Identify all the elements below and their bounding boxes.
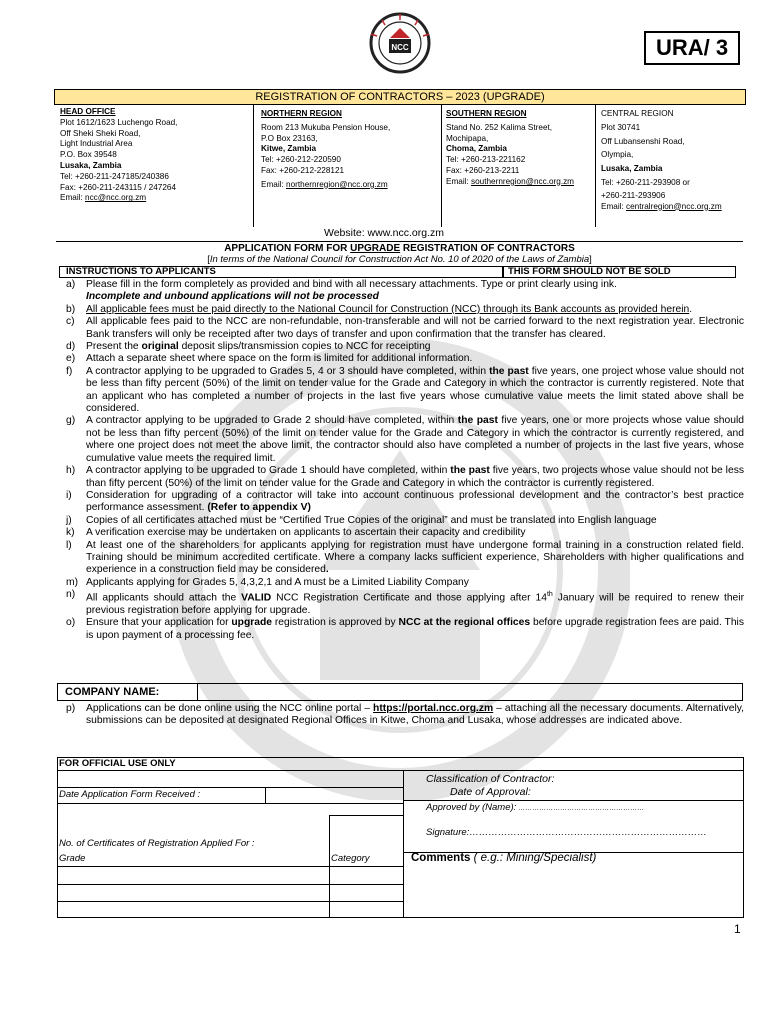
office-email — [261, 180, 390, 191]
item-text: . — [689, 303, 693, 315]
office-southern — [446, 109, 574, 188]
title-part: REGISTRATION OF CONTRACTORS — [400, 243, 575, 254]
list-item — [64, 515, 744, 527]
item-text: five years, one or more projects whose value should not be less than fifty percent (50%) of the limit on tender value for the Grade and Category in which the contractor is currently registered, and where one project does not meet the above limit, the contractor should also have completed a number of projects in the last five years, whose cumulative value meets the required limit. — [86, 415, 745, 464]
item-letter: e) — [66, 353, 76, 365]
classification-label: Classification of Contractor: — [426, 773, 555, 785]
item-letter: h) — [66, 465, 76, 477]
address-line: P.O. Box 39548 — [60, 150, 117, 160]
office-heading: NORTHERN REGION — [261, 109, 342, 118]
item-letter: l) — [66, 539, 72, 551]
approved-by-label: Approved by (Name): — [426, 802, 517, 813]
item-text: before upgrade registration fees are paid. This is upon payment of a processing fee. — [86, 617, 744, 641]
divider — [56, 241, 743, 242]
email-label: Email: — [261, 179, 287, 189]
comments-heading: Comments — [411, 852, 471, 864]
offices-row — [57, 105, 743, 227]
item-text: A contractor applying to be upgraded to Grade 2 should have completed, within — [86, 415, 458, 427]
office-city: Choma, Zambia — [446, 144, 507, 154]
item-letter: o) — [66, 617, 76, 629]
form-code: URA/ 3 — [644, 31, 740, 65]
certificates-label: No. of Certificates of Registration Applied For : — [59, 838, 255, 849]
item-text: A verification exercise may be undertaken on applicants to ascertain their capacity and credibility — [86, 527, 526, 539]
company-name-field[interactable] — [199, 684, 742, 700]
item-text: Applications can be done online using the NCC online portal – — [86, 703, 374, 714]
date-approval-label: Date of Approval: — [450, 786, 531, 798]
address-line: Off Lubansenshi Road, — [601, 136, 685, 146]
address-line: Stand No. 252 Kalima Street, — [446, 122, 553, 132]
list-item — [64, 341, 744, 353]
office-heading: HEAD OFFICE — [60, 107, 116, 116]
office-tel: +260-211-293906 — [601, 190, 666, 200]
address-line: Mochipapa, — [446, 133, 489, 143]
bracket: ] — [589, 254, 592, 265]
office-tel: Tel: +260-211-247185/240386 — [60, 171, 169, 181]
item-bold: NCC at the regional offices — [398, 617, 531, 629]
item-text: A contractor applying to be upgraded to Grade 1 should have completed, within — [86, 465, 451, 477]
signature — [426, 827, 707, 838]
certificates-field[interactable] — [330, 816, 402, 852]
address-line: Room 213 Mukuba Pension House, — [261, 122, 391, 132]
item-bold: VALID — [241, 592, 272, 604]
address-line: Plot 30741 — [601, 122, 641, 132]
email-label: Email: — [601, 201, 627, 211]
list-item — [64, 490, 744, 515]
item-bold: the past — [450, 465, 490, 477]
office-fax: Fax: +260-212-228121 — [261, 165, 345, 175]
instructions-heading: INSTRUCTIONS TO APPLICANTS — [59, 266, 503, 278]
office-tel: Tel: +260-212-220590 — [261, 155, 341, 165]
office-fax: Fax: +260-213-2211 — [446, 165, 520, 175]
item-text: . — [325, 564, 329, 576]
item-bold: original — [141, 341, 179, 353]
application-subtitle — [56, 254, 743, 265]
office-northern — [261, 109, 390, 191]
item-letter: m) — [66, 576, 79, 588]
address-line: Plot 1612/1623 Luchengo Road, — [60, 117, 178, 127]
item-text: deposit slips/transmission copies to NCC for receipting — [178, 341, 431, 353]
item-text: All applicants should attach the — [86, 592, 242, 604]
item-letter: d) — [66, 341, 76, 353]
comments-label — [411, 852, 596, 864]
company-name-row — [57, 683, 743, 701]
comments-hint: ( e.g.: Mining/Specialist) — [470, 852, 597, 864]
company-name-label: COMPANY NAME: — [58, 684, 198, 700]
item-text: At least one of the shareholders for applicants applying for registration must have undergone formal training in a construction related field. Training should be minimum accredited certificate. Where a company lacks sufficient experience, Shareholders with higher qualifications and experience in a construction field may be considered — [86, 539, 744, 576]
item-text: Consideration for upgrading of a contractor will take into account continuous professional development and the contractor’s best practice performance assessment. — [86, 489, 744, 514]
ncc-logo — [360, 12, 440, 74]
official-heading: FOR OFFICIAL USE ONLY — [59, 758, 176, 769]
approved-by-field[interactable]: ……………………………………………… — [516, 805, 645, 812]
item-text: Please fill in the form completely as provided and bind with all necessary attachments. Type or print clearly using ink. — [86, 279, 617, 290]
email-label: Email: — [446, 176, 472, 186]
title-upgrade: UPGRADE — [350, 243, 401, 254]
item-letter: b) — [66, 303, 76, 315]
office-tel: Tel: +260-213-221162 — [446, 155, 526, 165]
portal-link[interactable]: https://portal.ncc.org.zm — [373, 703, 494, 714]
approved-by — [426, 802, 644, 813]
address-line: Olympia, — [601, 150, 634, 160]
item-text: Ensure that your application for — [86, 617, 232, 629]
address-line: Off Sheki Sheki Road, — [60, 128, 141, 138]
list-item — [64, 577, 744, 589]
item-text: Attach a separate sheet where space on the form is limited for additional information. — [86, 353, 473, 365]
item-text: – attaching all the necessary documents. Alternatively, submissions can be deposited at designated Regional Offices in Kitwe, Choma and Lusaka, whose addresses are indicated above. — [86, 703, 745, 727]
item-text: Copies of all certificates attached must be “Certified True Copies of the original” and must be translated into English language — [86, 514, 657, 526]
item-text: Present the — [86, 341, 142, 353]
date-received-field[interactable] — [266, 788, 402, 802]
instructions-list — [64, 279, 744, 642]
list-item — [64, 415, 744, 465]
list-item — [64, 589, 744, 617]
office-heading: SOUTHERN REGION — [446, 109, 527, 118]
item-text: registration is approved by — [272, 617, 399, 629]
item-bold: the past — [489, 365, 529, 377]
address-line: Light Industrial Area — [60, 139, 133, 149]
act-reference: In terms of the National Council for Construction Act No. 10 of 2020 of the Laws of Zambia — [209, 254, 590, 265]
office-email — [60, 193, 177, 204]
title-part: APPLICATION FORM FOR — [224, 243, 351, 254]
list-item — [64, 540, 744, 577]
item-text: All applicable fees paid to the NCC are non-refundable, non-transferable and will not be carried forward to the next registration year. Electronic Bank transfers will only be receipted after two days of transfer and upon confirmation that the transfer has cleared. — [86, 316, 744, 340]
item-letter: j) — [66, 514, 72, 526]
office-head — [60, 107, 177, 204]
item-letter: k) — [66, 527, 75, 539]
comments-field[interactable] — [404, 868, 742, 916]
item-bold: upgrade — [231, 617, 273, 629]
category-header: Category — [331, 853, 370, 864]
grade-header: Grade — [59, 853, 86, 864]
office-city: Lusaka, Zambia — [60, 160, 122, 170]
bracket: [ — [207, 254, 210, 265]
item-text: NCC Registration Certificate and those applying after 14 — [271, 592, 547, 604]
signature-label: Signature: — [426, 827, 470, 838]
office-fax: Fax: +260-211-243115 / 247264 — [60, 182, 177, 192]
list-item — [64, 703, 744, 728]
item-text: All applicable fees must be paid directly to the National Council for Construction (NCC) through its Bank accounts as provided herein — [86, 303, 690, 315]
office-heading: CENTRAL REGION — [601, 109, 674, 118]
email-link[interactable]: southernregion@ncc.org.zm — [471, 176, 575, 186]
office-email — [446, 177, 574, 188]
item-letter: a) — [66, 279, 76, 290]
email-link[interactable]: ncc@ncc.org.zm — [85, 193, 147, 203]
item-text: January will be required to renew their previous registration before applying for upgrade. — [86, 592, 744, 616]
application-title — [56, 243, 743, 254]
page-title: REGISTRATION OF CONTRACTORS – 2023 (UPGRADE) — [54, 89, 746, 105]
list-item — [64, 353, 744, 365]
item-letter: i) — [66, 489, 72, 501]
list-item — [64, 527, 744, 539]
item-letter: c) — [66, 316, 75, 328]
item-letter: n) — [66, 589, 76, 601]
list-item — [64, 279, 744, 304]
date-received-label: Date Application Form Received : — [59, 789, 201, 800]
instructions-list-continued — [64, 703, 744, 728]
email-link[interactable]: northernregion@ncc.org.zm — [286, 179, 388, 189]
list-item — [64, 617, 744, 642]
item-text: A contractor applying to be upgraded to Grades 5, 4 or 3 should have completed, within — [86, 365, 490, 377]
list-item — [64, 465, 744, 490]
item-bold: (Refer to appendix V) — [207, 502, 311, 514]
item-letter: p) — [66, 703, 76, 714]
item-text: five years, one project whose value should not be less than fifty percent (50%) of the limit on tender value for the Grade and Category in which the contractor is currently registered. Note that an applicant who has completed a number of projects in the last five years whose cumulative value meets the limit stated above shall be considered. — [86, 365, 745, 415]
email-link[interactable]: centralregion@ncc.org.zm — [626, 201, 722, 211]
list-item — [64, 316, 744, 341]
item-emphasis: Incomplete and unbound applications will not be processed — [86, 291, 379, 303]
official-use-table — [57, 757, 744, 918]
list-item — [64, 366, 744, 416]
office-central — [601, 109, 722, 212]
item-letter: g) — [66, 415, 76, 427]
item-bold: the past — [457, 415, 498, 427]
website: Website: www.ncc.org.zm — [323, 227, 444, 239]
logo-text: NCC — [391, 43, 409, 52]
item-text: Applicants applying for Grades 5, 4,3,2,1 and A must be a Limited Liability Company — [86, 576, 469, 588]
office-city: Kitwe, Zambia — [261, 144, 317, 154]
list-item — [64, 304, 744, 316]
address-line: P.O Box 23163, — [261, 133, 318, 143]
item-text: five years, two projects whose value should not be less than fifty percent (50%) of the limit on tender value for the Grade and Category in which the contractor is currently registered. — [86, 465, 744, 489]
not-sold-notice: THIS FORM SHOULD NOT BE SOLD — [503, 266, 736, 278]
office-email — [601, 202, 722, 213]
email-label: Email: — [60, 193, 86, 203]
office-city: Lusaka, Zambia — [601, 164, 663, 174]
page-number: 1 — [734, 922, 741, 936]
item-letter: f) — [66, 365, 73, 377]
signature-field[interactable]: ………………………………………………………………… — [469, 827, 707, 838]
office-tel: Tel: +260-211-293908 or — [601, 177, 690, 187]
item-superscript: th — [546, 591, 553, 599]
